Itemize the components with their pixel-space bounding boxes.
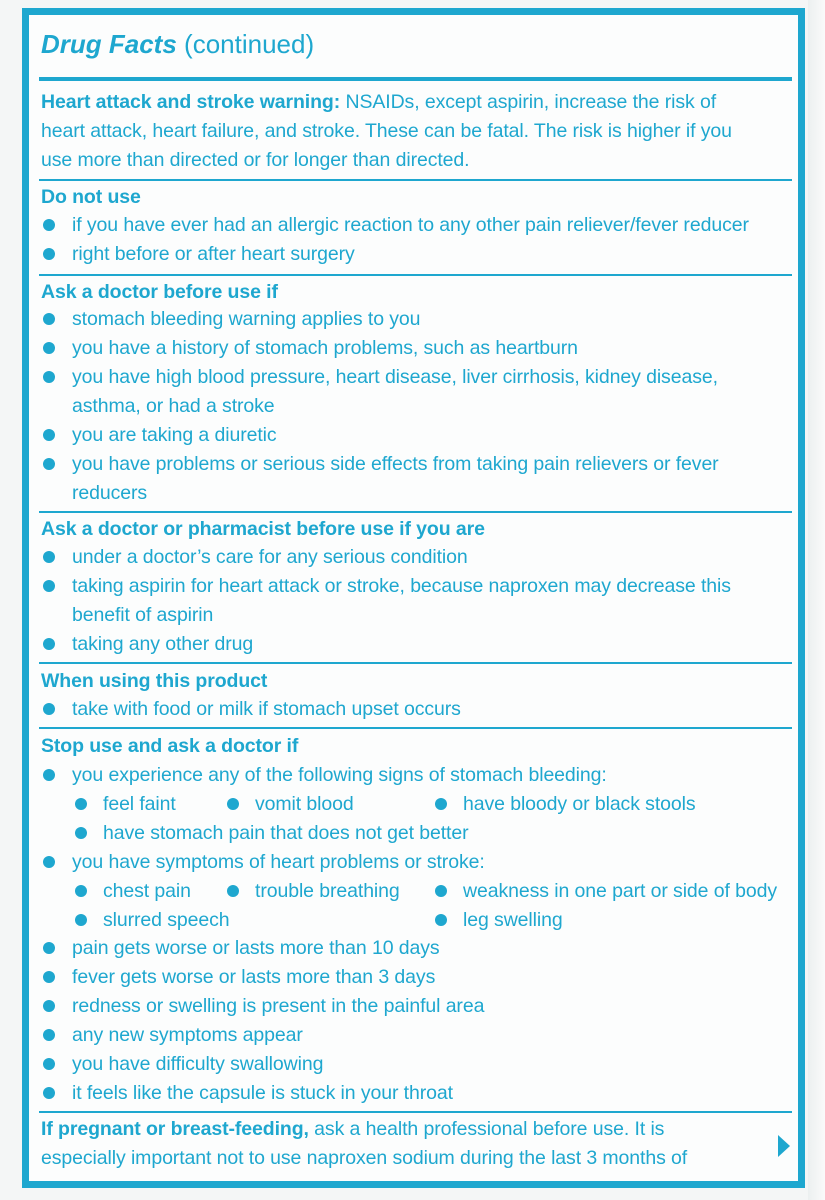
bullet-dot-icon — [43, 1000, 55, 1012]
ask-doctor-item: you have a history of stomach problems, such as heartburn — [72, 337, 578, 359]
heart-warning-line3: use more than directed or for longer than directed. — [41, 149, 470, 171]
bullet-dot-icon — [43, 219, 55, 231]
ask-doctor-item: you have problems or serious side effects from taking pain relievers or fever — [72, 453, 719, 475]
drug-facts-panel — [22, 8, 805, 1188]
pregnant-text: ask a health professional before use. It is — [308, 1118, 665, 1140]
ask-pharmacist-item: taking any other drug — [72, 633, 254, 655]
bullet-dot-icon — [43, 856, 55, 868]
bullet-dot-icon — [43, 342, 55, 354]
ask-pharmacist-heading: Ask a doctor or pharmacist before use if you are — [41, 518, 485, 540]
heart-sign: trouble breathing — [255, 880, 400, 902]
bullet-dot-icon — [43, 942, 55, 954]
pregnant-line1 — [41, 1115, 664, 1143]
section-divider — [39, 274, 792, 276]
bullet-dot-icon — [43, 580, 55, 592]
bullet-dot-icon — [43, 638, 55, 650]
package-edge — [808, 0, 825, 1200]
bullet-dot-icon — [75, 885, 87, 897]
heart-sign: leg swelling — [463, 909, 563, 931]
bullet-dot-icon — [43, 971, 55, 983]
section-divider — [39, 179, 792, 181]
bullet-dot-icon — [43, 703, 55, 715]
stop-use-item: you have difficulty swallowing — [72, 1053, 324, 1075]
bullet-dot-icon — [43, 1058, 55, 1070]
bullet-dot-icon — [43, 1029, 55, 1041]
ask-doctor-item: stomach bleeding warning applies to you — [72, 308, 421, 330]
heart-warning-line2: heart attack, heart failure, and stroke. These can be fatal. The risk is higher if you — [41, 120, 732, 142]
bullet-dot-icon — [43, 769, 55, 781]
when-using-item: take with food or milk if stomach upset occurs — [72, 698, 461, 720]
stop-use-item: it feels like the capsule is stuck in your throat — [72, 1082, 453, 1104]
ask-doctor-item: you have high blood pressure, heart disease, liver cirrhosis, kidney disease, — [72, 366, 718, 388]
bullet-dot-icon — [43, 429, 55, 441]
heart-sign: weakness in one part or side of body — [463, 880, 778, 902]
bullet-dot-icon — [227, 798, 239, 810]
heart-warning-heading: Heart attack and stroke warning: — [41, 91, 341, 113]
pregnant-heading: If pregnant or breast-feeding, — [41, 1118, 309, 1140]
section-divider — [39, 727, 792, 729]
do-not-use-heading: Do not use — [41, 186, 141, 208]
when-using-heading: When using this product — [41, 670, 268, 692]
section-divider — [39, 1111, 792, 1113]
stop-use-item: pain gets worse or lasts more than 10 days — [72, 937, 440, 959]
stop-use-item: fever gets worse or lasts more than 3 days — [72, 966, 436, 988]
bullet-dot-icon — [43, 1087, 55, 1099]
stop-use-heading: Stop use and ask a doctor if — [41, 735, 299, 757]
drug-facts-title-main: Drug Facts — [41, 29, 177, 59]
bullet-dot-icon — [43, 551, 55, 563]
drug-facts-title-sub: (continued) — [176, 29, 315, 59]
bullet-dot-icon — [435, 798, 447, 810]
bullet-dot-icon — [43, 458, 55, 470]
pregnant-line2: especially important not to use naproxen sodium during the last 3 months of — [41, 1147, 688, 1169]
bleeding-sign: feel faint — [103, 793, 176, 815]
ask-doctor-item: you are taking a diuretic — [72, 424, 277, 446]
ask-pharmacist-item: taking aspirin for heart attack or stroke, because naproxen may decrease this — [72, 575, 731, 597]
stop-use-item: redness or swelling is present in the painful area — [72, 995, 485, 1017]
heart-sign: chest pain — [103, 880, 191, 902]
drug-facts-title — [41, 29, 314, 59]
ask-pharmacist-item-continued: benefit of aspirin — [72, 604, 214, 626]
do-not-use-item: if you have ever had an allergic reaction to any other pain reliever/fever reducer — [72, 214, 749, 236]
ask-doctor-item-continued: asthma, or had a stroke — [72, 395, 275, 417]
ask-pharmacist-item: under a doctor’s care for any serious condition — [72, 546, 468, 568]
do-not-use-item: right before or after heart surgery — [72, 243, 355, 265]
bullet-dot-icon — [75, 914, 87, 926]
bullet-dot-icon — [75, 827, 87, 839]
section-divider — [39, 511, 792, 513]
bullet-dot-icon — [43, 313, 55, 325]
stop-use-item: you experience any of the following signs of stomach bleeding: — [72, 764, 607, 786]
bleeding-sign: have stomach pain that does not get better — [103, 822, 469, 844]
section-divider — [39, 662, 792, 664]
bullet-dot-icon — [435, 914, 447, 926]
bullet-dot-icon — [435, 885, 447, 897]
bleeding-sign: vomit blood — [255, 793, 354, 815]
bullet-dot-icon — [227, 885, 239, 897]
bleeding-sign: have bloody or black stools — [463, 793, 696, 815]
heart-sign: slurred speech — [103, 909, 230, 931]
stop-use-item: you have symptoms of heart problems or stroke: — [72, 851, 485, 873]
bullet-dot-icon — [75, 798, 87, 810]
ask-doctor-item-continued: reducers — [72, 482, 148, 504]
title-divider — [39, 77, 792, 81]
ask-doctor-heading: Ask a doctor before use if — [41, 281, 278, 303]
stop-use-item: any new symptoms appear — [72, 1024, 303, 1046]
heart-warning-text: NSAIDs, except aspirin, increase the risk of — [340, 91, 717, 113]
continue-arrow-icon — [778, 1135, 790, 1157]
heart-warning-line1 — [41, 88, 716, 116]
bullet-dot-icon — [43, 371, 55, 383]
bullet-dot-icon — [43, 248, 55, 260]
